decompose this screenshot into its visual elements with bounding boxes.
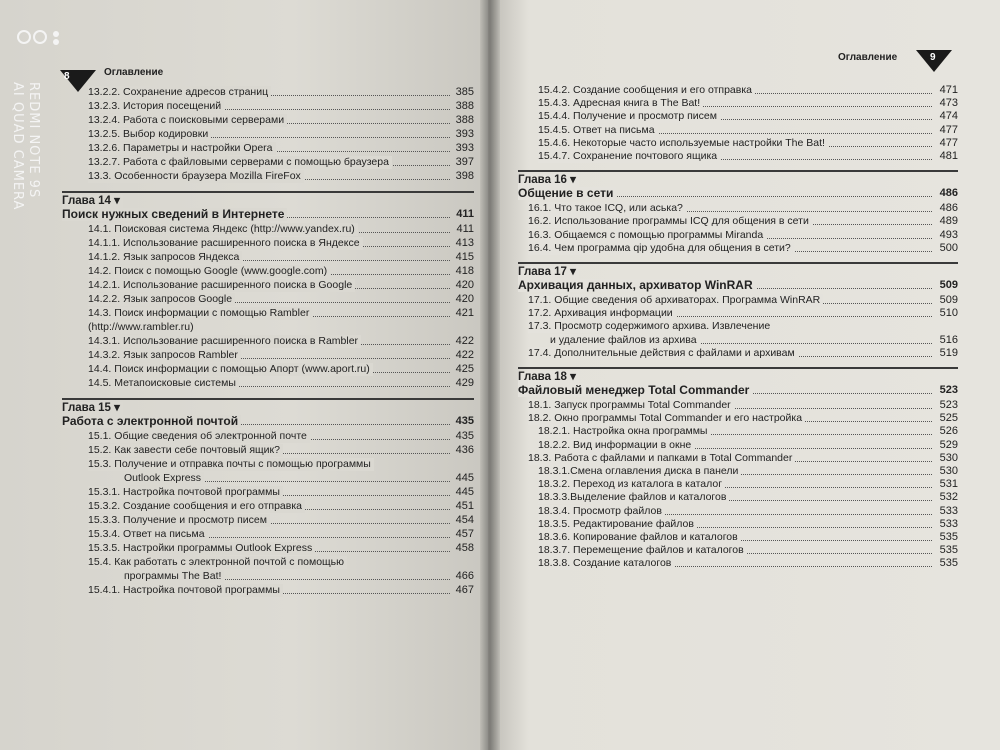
toc-entry bbox=[510, 307, 958, 320]
entry-title: 13.2.4. Работа с поисковыми серверами bbox=[88, 114, 287, 127]
entry-page-number: 500 bbox=[939, 241, 958, 254]
toc-entry bbox=[54, 514, 474, 527]
entry-page-number: 411 bbox=[456, 223, 474, 235]
entry-page-number: 385 bbox=[455, 86, 474, 98]
entry-title: 15.4.2. Создание сообщения и его отправка bbox=[538, 84, 755, 97]
entry-page-number: 516 bbox=[939, 333, 958, 346]
toc-entry bbox=[510, 505, 958, 518]
entry-title: Поиск нужных сведений в Интернете bbox=[62, 208, 287, 221]
entry-page-number: 420 bbox=[455, 279, 474, 291]
entry-page-number: 413 bbox=[455, 237, 474, 249]
toc-entry bbox=[510, 334, 958, 347]
entry-title: 18.3.6. Копирование файлов и каталогов bbox=[538, 531, 741, 544]
entry-title: 15.4.6. Некоторые часто используемые настройки The Bat! bbox=[538, 137, 828, 150]
entry-page-number: 471 bbox=[939, 84, 958, 96]
entry-title: 15.3.4. Ответ на письма bbox=[88, 528, 208, 541]
toc-entry bbox=[510, 110, 958, 123]
entry-title: 13.2.7. Работа с файловыми серверами с помощью браузера bbox=[88, 156, 392, 169]
chapter-title-row bbox=[510, 279, 958, 292]
toc-entry bbox=[510, 347, 958, 360]
entry-page-number: 458 bbox=[455, 542, 474, 554]
entry-page-number: 533 bbox=[939, 504, 958, 517]
toc-entry bbox=[54, 265, 474, 278]
entry-title: 15.3.5. Настройки программы Outlook Express bbox=[88, 542, 315, 555]
entry-page-number: 473 bbox=[939, 97, 958, 110]
toc-entry bbox=[54, 251, 474, 264]
entry-page-number: 466 bbox=[455, 570, 474, 582]
entry-title: 17.1. Общие сведения об архиваторах. Программа WinRAR bbox=[528, 294, 823, 307]
chapter-rule bbox=[518, 262, 958, 264]
entry-title: 14.3. Поиск информации с помощью Rambler bbox=[88, 307, 312, 320]
entry-page-number: 393 bbox=[455, 142, 474, 154]
toc-entry bbox=[54, 556, 474, 569]
toc-entry bbox=[54, 293, 474, 306]
entry-title: Файловый менеджер Total Commander bbox=[518, 384, 752, 397]
entry-page-number: 481 bbox=[939, 150, 958, 162]
entry-title: 14.2.1. Использование расширенного поиска в Google bbox=[88, 279, 355, 292]
watermark-line-2: AI QUAD CAMERA bbox=[10, 82, 25, 211]
entry-title: 15.4.5. Ответ на письма bbox=[538, 124, 658, 137]
entry-title: 13.2.6. Параметры и настройки Opera bbox=[88, 142, 276, 155]
entry-title: 13.2.3. История посещений bbox=[88, 100, 224, 113]
toc-entry bbox=[510, 242, 958, 255]
entry-title: 16.3. Общаемся с помощью программы Miranda bbox=[528, 229, 766, 242]
toc-entry bbox=[54, 363, 474, 376]
entry-page-number: 415 bbox=[455, 251, 474, 263]
entry-title: 14.3.1. Использование расширенного поиска в Rambler bbox=[88, 335, 361, 348]
chapter-rule bbox=[62, 398, 474, 400]
entry-page-number: 535 bbox=[939, 544, 958, 557]
toc-entry bbox=[54, 237, 474, 250]
entry-page-number: 535 bbox=[939, 531, 958, 543]
toc-entry bbox=[510, 137, 958, 150]
toc-entry bbox=[54, 570, 474, 583]
entry-page-number: 489 bbox=[939, 215, 958, 228]
toc-entry bbox=[510, 84, 958, 97]
entry-title: 13.2.2. Сохранение адресов страниц bbox=[88, 86, 271, 99]
entry-title: 14.3.2. Язык запросов Rambler bbox=[88, 349, 241, 362]
toc-entry bbox=[510, 320, 958, 333]
entry-title: 13.3. Особенности браузера Mozilla FireFox bbox=[88, 170, 304, 183]
entry-title: 16.2. Использование программы ICQ для общения в сети bbox=[528, 215, 812, 228]
entry-title: 15.4.4. Получение и просмотр писем bbox=[538, 110, 720, 123]
entry-title: и удаление файлов из архива bbox=[550, 334, 700, 347]
entry-page-number: 436 bbox=[455, 444, 474, 456]
entry-page-number: 422 bbox=[455, 349, 474, 361]
entry-title: 14.5. Метапоисковые системы bbox=[88, 377, 239, 390]
entry-page-number: 457 bbox=[455, 528, 474, 540]
entry-page-number: 425 bbox=[455, 363, 474, 375]
page-number: 8 bbox=[64, 71, 70, 82]
toc-entry bbox=[54, 500, 474, 513]
entry-title: 16.1. Что такое ICQ, или аська? bbox=[528, 202, 686, 215]
entry-title: 18.3.2. Переход из каталога в каталог bbox=[538, 478, 725, 491]
chapter-rule bbox=[518, 367, 958, 369]
toc-entry bbox=[510, 294, 958, 307]
toc-entry bbox=[54, 377, 474, 390]
entry-page-number: 422 bbox=[455, 335, 474, 347]
entry-title: 15.3. Получение и отправка почты с помощью программы bbox=[88, 458, 374, 471]
chapter-title-row bbox=[54, 415, 474, 428]
entry-title: 15.4.3. Адресная книга в The Bat! bbox=[538, 97, 703, 110]
entry-page-number: 535 bbox=[939, 557, 958, 570]
toc-entry bbox=[510, 124, 958, 137]
left-page bbox=[0, 0, 490, 750]
entry-page-number: 509 bbox=[939, 294, 958, 306]
entry-title: (http://www.rambler.ru) bbox=[88, 321, 197, 334]
entry-page-number: 530 bbox=[939, 451, 958, 464]
entry-page-number: 486 bbox=[939, 202, 958, 215]
toc-entry bbox=[54, 223, 474, 236]
entry-title: Общение в сети bbox=[518, 187, 616, 200]
chapter-rule bbox=[518, 170, 958, 172]
entry-page-number: 388 bbox=[455, 100, 474, 112]
entry-title: 15.3.2. Создание сообщения и его отправка bbox=[88, 500, 305, 513]
toc-entry bbox=[54, 528, 474, 541]
entry-title: 14.1.2. Язык запросов Яндекса bbox=[88, 251, 242, 264]
entry-page-number: 525 bbox=[939, 412, 958, 425]
entry-title: 15.4.7. Сохранение почтового ящика bbox=[538, 150, 720, 163]
toc-entry bbox=[510, 557, 958, 570]
chapter-title-row bbox=[510, 384, 958, 397]
page-number: 9 bbox=[930, 52, 936, 63]
entry-page-number: 531 bbox=[939, 478, 958, 491]
entry-page-number: 398 bbox=[455, 170, 474, 182]
entry-page-number: 435 bbox=[455, 430, 474, 442]
entry-page-number: 454 bbox=[455, 514, 474, 526]
entry-page-number: 486 bbox=[939, 187, 958, 200]
chapter-text: Глава 14 ▾ bbox=[62, 195, 123, 208]
chapter-text: Глава 15 ▾ bbox=[62, 402, 123, 415]
entry-page-number: 467 bbox=[455, 584, 474, 596]
entry-page-number: 388 bbox=[455, 114, 474, 126]
entry-page-number: 493 bbox=[939, 228, 958, 241]
entry-page-number: 510 bbox=[939, 307, 958, 320]
entry-title: 18.3. Работа с файлами и папками в Total Commander bbox=[528, 452, 795, 465]
entry-page-number: 420 bbox=[455, 293, 474, 305]
toc-entry bbox=[510, 229, 958, 242]
entry-title: 18.3.4. Просмотр файлов bbox=[538, 505, 665, 518]
entry-page-number: 523 bbox=[939, 399, 958, 411]
entry-title: 14.1. Поисковая система Яндекс (http://www.yandex.ru) bbox=[88, 223, 358, 236]
chapter-rule bbox=[62, 191, 474, 193]
entry-page-number: 529 bbox=[939, 438, 958, 451]
entry-title: 18.3.5. Редактирование файлов bbox=[538, 518, 697, 531]
toc-entry bbox=[54, 307, 474, 320]
toc-entry bbox=[54, 128, 474, 141]
toc-entry bbox=[510, 97, 958, 110]
right-page bbox=[488, 0, 1000, 750]
toc-entry bbox=[510, 452, 958, 465]
toc-entry bbox=[54, 86, 474, 99]
entry-title: 17.2. Архивация информации bbox=[528, 307, 676, 320]
entry-title: 18.3.3.Выделение файлов и каталогов bbox=[538, 491, 729, 504]
entry-title: 18.1. Запуск программы Total Commander bbox=[528, 399, 734, 412]
entry-page-number: 435 bbox=[455, 415, 474, 427]
entry-title: 15.2. Как завести себе почтовый ящик? bbox=[88, 444, 283, 457]
toc-entry bbox=[510, 439, 958, 452]
entry-title: 18.3.1.Смена оглавления диска в панели bbox=[538, 465, 741, 478]
toc-entry bbox=[510, 478, 958, 491]
watermark-line-1: REDMI NOTE 9S bbox=[26, 82, 41, 199]
entry-title: 15.1. Общие сведения об электронной почте bbox=[88, 430, 310, 443]
entry-title: 13.2.5. Выбор кодировки bbox=[88, 128, 211, 141]
running-head: Оглавление bbox=[838, 52, 898, 63]
entry-page-number: 445 bbox=[455, 472, 474, 484]
toc-entry bbox=[510, 399, 958, 412]
entry-page-number: 526 bbox=[939, 425, 958, 438]
toc-entry bbox=[54, 584, 474, 597]
entry-title: 14.2. Поиск с помощью Google (www.google.com) bbox=[88, 265, 330, 278]
entry-page-number: 523 bbox=[939, 384, 958, 396]
entry-title: 18.2. Окно программы Total Commander и его настройка bbox=[528, 412, 805, 425]
toc-entry bbox=[510, 412, 958, 425]
entry-title: 15.3.3. Получение и просмотр писем bbox=[88, 514, 270, 527]
toc-entry bbox=[510, 465, 958, 478]
toc-entry bbox=[510, 215, 958, 228]
entry-page-number: 477 bbox=[939, 123, 958, 136]
toc-entry bbox=[54, 142, 474, 155]
entry-title: 18.2.2. Вид информации в окне bbox=[538, 439, 694, 452]
entry-page-number: 509 bbox=[939, 279, 958, 291]
entry-title: 15.4. Как работать с электронной почтой с помощью bbox=[88, 556, 347, 569]
entry-title: 17.4. Дополнительные действия с файлами и архивам bbox=[528, 347, 798, 360]
entry-title: 15.4.1. Настройка почтовой программы bbox=[88, 584, 283, 597]
entry-page-number: 530 bbox=[939, 465, 958, 477]
toc-entry bbox=[510, 425, 958, 438]
entry-page-number: 445 bbox=[455, 486, 474, 498]
toc-entry bbox=[510, 150, 958, 163]
toc-entry bbox=[54, 486, 474, 499]
entry-title: 14.2.2. Язык запросов Google bbox=[88, 293, 235, 306]
entry-title: 17.3. Просмотр содержимого архива. Извлечение bbox=[528, 320, 773, 333]
entry-page-number: 411 bbox=[456, 208, 474, 220]
entry-title: 18.2.1. Настройка окна программы bbox=[538, 425, 710, 438]
toc-entry bbox=[54, 444, 474, 457]
entry-title: 18.3.8. Создание каталогов bbox=[538, 557, 674, 570]
entry-page-number: 532 bbox=[939, 491, 958, 504]
chapter-text: Глава 18 ▾ bbox=[518, 371, 579, 384]
toc-entry bbox=[54, 430, 474, 443]
toc-entry bbox=[54, 472, 474, 485]
book-gutter bbox=[480, 0, 500, 750]
entry-title: 18.3.7. Перемещение файлов и каталогов bbox=[538, 544, 747, 557]
entry-page-number: 418 bbox=[455, 265, 474, 277]
toc-entry bbox=[54, 156, 474, 169]
entry-page-number: 474 bbox=[939, 110, 958, 123]
toc-entry bbox=[54, 279, 474, 292]
entry-title: Архивация данных, архиватор WinRAR bbox=[518, 279, 756, 292]
toc-entry bbox=[54, 321, 474, 334]
toc-entry bbox=[510, 544, 958, 557]
toc-entry bbox=[54, 335, 474, 348]
toc-entry bbox=[54, 170, 474, 183]
entry-page-number: 477 bbox=[939, 136, 958, 149]
toc-entry bbox=[54, 349, 474, 362]
toc-entry bbox=[54, 458, 474, 471]
chapter-title-row bbox=[510, 187, 958, 200]
camera-logo-icon bbox=[16, 28, 72, 46]
entry-title: Outlook Express bbox=[124, 472, 204, 485]
entry-title: 14.1.1. Использование расширенного поиска в Яндексе bbox=[88, 237, 363, 250]
toc-entry bbox=[54, 100, 474, 113]
toc-entry bbox=[510, 202, 958, 215]
toc-entry bbox=[510, 491, 958, 504]
toc-entry bbox=[54, 114, 474, 127]
entry-page-number: 397 bbox=[455, 156, 474, 168]
entry-page-number: 451 bbox=[455, 500, 474, 512]
entry-title: 16.4. Чем программа qip удобна для общения в сети? bbox=[528, 242, 794, 255]
entry-title: 15.3.1. Настройка почтовой программы bbox=[88, 486, 283, 499]
toc-entry bbox=[54, 542, 474, 555]
entry-title: Работа с электронной почтой bbox=[62, 415, 241, 428]
entry-page-number: 393 bbox=[455, 128, 474, 140]
entry-title: 14.4. Поиск информации с помощью Апорт (www.aport.ru) bbox=[88, 363, 373, 376]
chapter-title-row bbox=[54, 208, 474, 221]
entry-page-number: 519 bbox=[939, 346, 958, 359]
entry-page-number: 533 bbox=[939, 517, 958, 530]
chapter-text: Глава 16 ▾ bbox=[518, 174, 579, 187]
entry-title: программы The Bat! bbox=[124, 570, 224, 583]
toc-entry bbox=[510, 518, 958, 531]
chapter-text: Глава 17 ▾ bbox=[518, 266, 579, 279]
running-head: Оглавление bbox=[104, 67, 164, 78]
entry-page-number: 421 bbox=[455, 307, 474, 319]
toc-entry bbox=[510, 531, 958, 544]
entry-page-number: 429 bbox=[455, 377, 474, 389]
